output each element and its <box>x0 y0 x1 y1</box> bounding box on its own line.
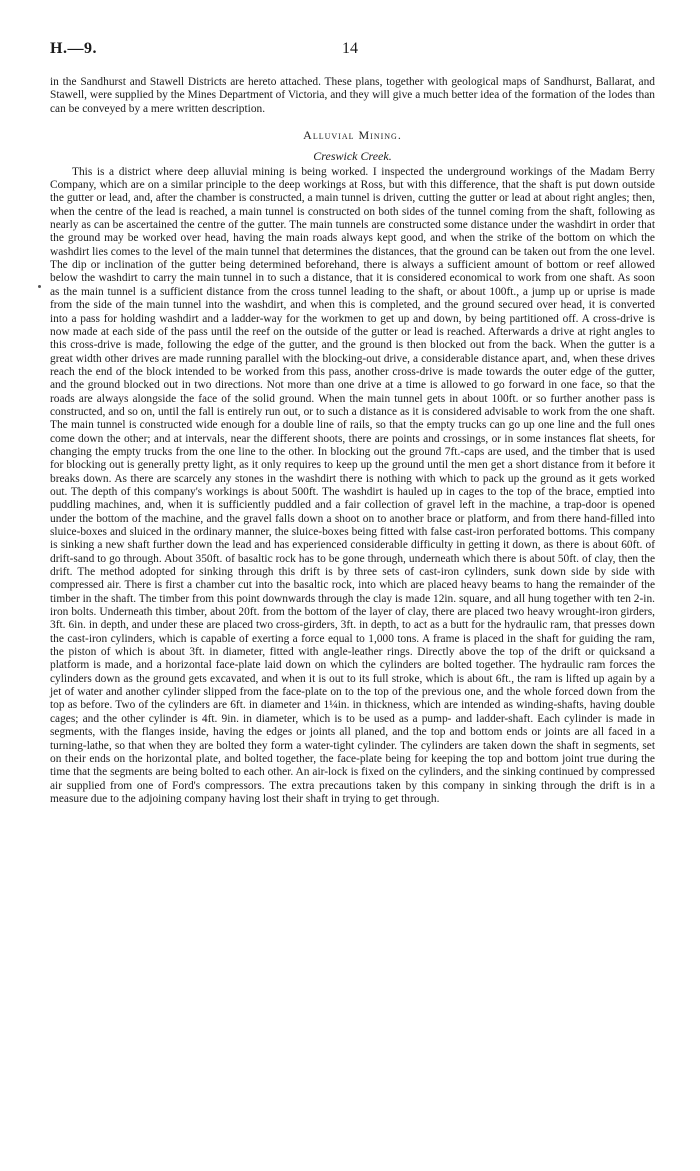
document-reference: H.—9. <box>50 40 97 57</box>
main-paragraph: This is a district where deep alluvial mining is being worked. I inspected the underground workings of the Madam Berry Company, which are on a similar principle to the deep workings at Ross, but with this difference, that the shaft is put down outside the gutter or lead, and, after the chamber is constructed, a main tunnel is driven, cutting the gutter or lead at about right angles; then, when the centre of the lead is reached, a main tunnel is constructed on both sides of the tunnel coming from the shaft, following as nearly as can be ascertained the centre of the gutter. The main tunnels are constructed some distance under the washdirt in order that the ground may be worked over head, having the main roads always kept good, and when the strike of the bottom on which the washdirt lies comes to the level of the main tunnel that determines the distances, that the ground can be taken out from the one level. The dip or inclination of the gutter being determined beforehand, there is always a sufficient amount of bottom or reef allowed below the washdirt to carry the main tunnel in to such a distance, that it is considered economical to work from one shaft. As soon as the main tunnel is a sufficient distance from the cross tunnel leading to the shaft, or about 100ft., a jump up or uprise is made from the side of the main tunnel into the washdirt, and when this is completed, and the ground secured over head, it is converted into a pass for holding washdirt and a ladder-way for the workmen to get up and down, by being partitioned off. A cross-drive is now made at each side of the pass until the reef on the outside of the gutter or lead is reached. Afterwards a drive at right angles to this cross-drive is made, following the edge of the gutter, and the ground is then blocked out from the back. When the gutter is a great width other drives are made running parallel with the blocking-out drive, a considerable distance apart, and, when these drives reach the end of the block intended to be worked from this pass, another cross-drive is made towards the outer edge of the gutter, and the ground blocked out in two directions. Not more than one drive at a time is allowed to go forward in one face, so that the roads are always alongside the face of the solid ground. When the main tunnel gets in about 100ft. or so further another pass is constructed, and so on, until the fall is entirely run out, or to such a distance as it is considered advisable to work from the one shaft. The main tunnel is constructed wide enough for a double line of rails, so that the empty trucks can go up one line and the full ones come down the other; and at intervals, near the different shoots, there are points and crossings, or in some instances flat sheets, for changing the empty trucks from the one line to the other. In blocking out the ground 7ft.-caps are used, and the timber that is used for blocking out is generally pretty light, as it only requires to keep up the ground until the men get a short distance from it before it breaks down. As there are scarcely any stones in the washdirt there is nothing with which to pack up the ground as it gets worked out. The depth of this company's workings is about 500ft. The washdirt is hauled up in cages to the top of the brace, emptied into puddling machines, and, when it is sufficiently puddled and a fair collection of gravel left in the machine, a trap-door is opened under the bottom of the machine, and the gravel falls down a shoot on to another brace or platform, and from there hand-filled into sluice-boxes and sluiced in the ordinary manner, the sluice-boxes being fitted with false cast-iron perforated bottoms. This company is sinking a new shaft further down the lead and has experienced considerable difficulty in getting it down, as there is about 60ft. of drift-sand to go through. About 350ft. of basaltic rock has to be gone through, underneath which there is about 50ft. of clay, then the drift. The method adopted for sinking through this drift is by three sets of cast-iron cylinders, sunk down side by side with compressed air. There is first a chamber cut into the basaltic rock, into which are placed heavy beams to hang the remainder of the timber in the shaft. The timber from this point downwards through the clay is made 12in. square, and all hung together with ten 2-in. iron bolts. Underneath this timber, about 20ft. from the bottom of the layer of clay, there are placed two heavy wrought-iron girders, 3ft. 6in. in depth, and under these are placed two cross-girders, 3ft. in depth, to act as a butt for the hydraulic ram, that presses down the cast-iron cylinders, which is capable of exerting a force equal to 1,000 tons. A frame is placed in the shaft for guiding the ram, the piston of which is about 3ft. in diameter, fitted with angle-leather rings. Directly above the top of the drift or quicksand a platform is made, and a horizontal face-plate laid down on which the cylinders are bolted together. The hydraulic ram forces the cylinders down as the ground gets excavated, and when it is out to its full stroke, which is about 6ft., the ram is lifted up again by a jet of water and another cylinder slipped from the face-plate on to the top of the previous one, and the whole forced down from the top as before. Two of the cylinders are 6ft. in diameter and 1¼in. in thickness, which are intended as winding-shafts, having double cages; and the other cylinder is 4ft. 9in. in diameter, which is to be used as a pump- and ladder-shaft. Each cylinder is made in segments, with the flanges inside, having the edges or joints all planed, and the top and bottom ends or joints are all faced in a turning-lathe, so that when they are bolted they form a water-tight cylinder. The cylinders are taken down the shaft in segments, set on their ends on the horizontal plate, and bolted together, the face-plate being for keeping the top and bottom joint true during the time that the segments are being bolted to each other. An air-lock is fixed on the cylinders, and the sinking continued by compressed air supplied from one of Ford's compressors. The extra precautions taken by this company in sinking through the drift is in a measure due to the adjoining company having lost their shaft in trying to get through. <box>50 165 655 805</box>
page-number: 14 <box>342 40 358 57</box>
margin-dot-mark <box>38 285 41 288</box>
section-subheading: Creswick Creek. <box>313 149 392 164</box>
section-heading: Alluvial Mining. <box>303 128 402 143</box>
body-text <box>50 76 655 806</box>
intro-paragraph: in the Sandhurst and Stawell Districts are hereto attached. These plans, together with geological maps of Sandhurst, Ballarat, and Stawell, were supplied by the Mines Department of Victoria, and they will give a much better idea of the formation of the lodes than can be conveyed by a mere written description. <box>50 76 655 115</box>
page-header <box>50 40 650 62</box>
